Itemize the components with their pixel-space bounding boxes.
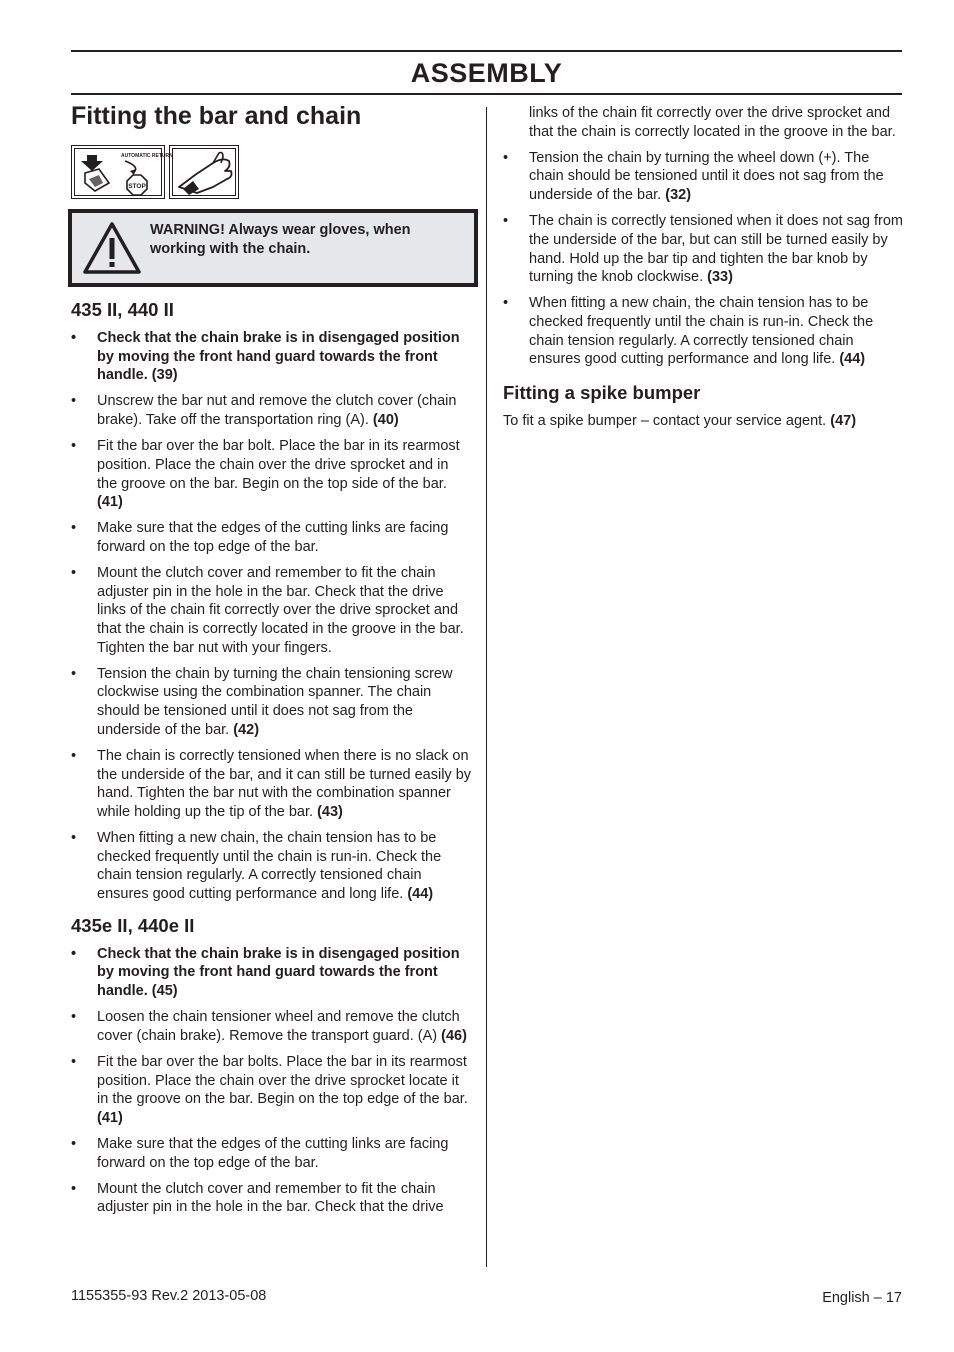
warning-triangle-icon (82, 221, 142, 275)
list-item-continuation: links of the chain fit correctly over the drive sprocket and that the chain is correctly located in the groove in the bar. (529, 105, 896, 140)
right-steps (503, 104, 903, 369)
list-item: • Mount the clutch cover and remember to fit the chain adjuster pin in the hole in the bar. Check that the drive (71, 1180, 471, 1217)
header-top-rule (71, 50, 902, 52)
auto-return-label: AUTOMATIC RETURN (121, 153, 173, 159)
warning-box (68, 209, 478, 287)
model-a-steps (71, 329, 471, 904)
list-item: • Make sure that the edges of the cutting links are facing forward on the top edge of the bar. (71, 1135, 471, 1172)
list-item: • When fitting a new chain, the chain tension has to be checked frequently until the chain is run-in. Check the chain tension regularly. A correctly tensioned chain ensures good cutting performance and long life. (44) (503, 294, 903, 369)
header-bottom-rule (71, 93, 902, 95)
page-heading: Fitting the bar and chain (71, 102, 362, 130)
list-item: • Loosen the chain tensioner wheel and remove the clutch cover (chain brake). Remove the transport guard. (A) (46) (71, 1008, 471, 1045)
model-a-heading: 435 II, 440 II (71, 299, 174, 320)
list-item: • Check that the chain brake is in disengaged position by moving the front hand guard towards the front handle. (39) (71, 329, 471, 385)
list-item: • Fit the bar over the bar bolt. Place the bar in its rearmost position. Place the chain over the drive sprocket and in the groove on the bar. Begin on the top side of the bar. (41) (71, 437, 471, 512)
list-item: • Mount the clutch cover and remember to fit the chain adjuster pin in the hole in the bar. Check that the drive links of the chain fit correctly over the drive sprocket and that the chain is correctly located in the groove in the bar. Tighten the bar nut with your fingers. (71, 564, 471, 658)
list-item: • Make sure that the edges of the cutting links are facing forward on the top edge of the bar. (71, 519, 471, 556)
footer-doc-id: 1155355-93 Rev.2 2013-05-08 (71, 1288, 267, 1304)
spike-bumper-text: To fit a spike bumper – contact your service agent. (47) (503, 413, 857, 430)
stop-label: STOP (128, 183, 146, 190)
model-b-steps (71, 945, 471, 1217)
warning-text: WARNING! Always wear gloves, when working with the chain. (150, 222, 411, 257)
list-item: • Unscrew the bar nut and remove the clutch cover (chain brake). Take off the transportation ring (A). (40) (71, 392, 471, 429)
list-item: • The chain is correctly tensioned when there is no slack on the underside of the bar, and it can still be turned easily by hand. Tighten the bar nut with the combination spanner while holding up the tip of the bar. (43) (71, 747, 471, 822)
pictogram-row (71, 145, 471, 199)
model-b-heading: 435e II, 440e II (71, 914, 195, 936)
list-item: • Check that the chain brake is in disengaged position by moving the front hand guard towards the front handle. (45) (71, 945, 471, 1001)
chain-brake-pictogram (71, 145, 173, 199)
footer-page-number: English – 17 (822, 1290, 902, 1306)
list-item: • When fitting a new chain, the chain tension has to be checked frequently until the chain is run-in. Check the chain tension regularly. A correctly tensioned chain ensures good cutting performance and long life. (44) (71, 829, 471, 904)
column-divider (486, 107, 487, 1267)
list-item: • The chain is correctly tensioned when it does not sag from the underside of the bar, but can still be turned easily by hand. Hold up the bar tip and tighten the bar knob by turning the knob clockwise. (33) (503, 212, 903, 287)
left-column (71, 100, 471, 1224)
right-column (503, 104, 903, 431)
list-item: • Tension the chain by turning the chain tensioning screw clockwise using the combination spanner. The chain should be tensioned until it does not sag from the underside of the bar. (42) (71, 665, 471, 740)
gloves-pictogram (169, 145, 239, 199)
list-item: • Fit the bar over the bar bolts. Place the bar in its rearmost position. Place the chain over the drive sprocket locate it in the groove on the bar. Begin on the top edge of the bar. (41) (71, 1053, 471, 1128)
list-item: • Tension the chain by turning the wheel down (+). The chain should be tensioned until it does not sag from the underside of the bar. (32) (503, 149, 903, 205)
glove-icon (173, 149, 237, 197)
spike-bumper-heading: Fitting a spike bumper (503, 382, 701, 404)
chain-brake-icon (75, 149, 173, 197)
section-title: ASSEMBLY (410, 58, 563, 88)
